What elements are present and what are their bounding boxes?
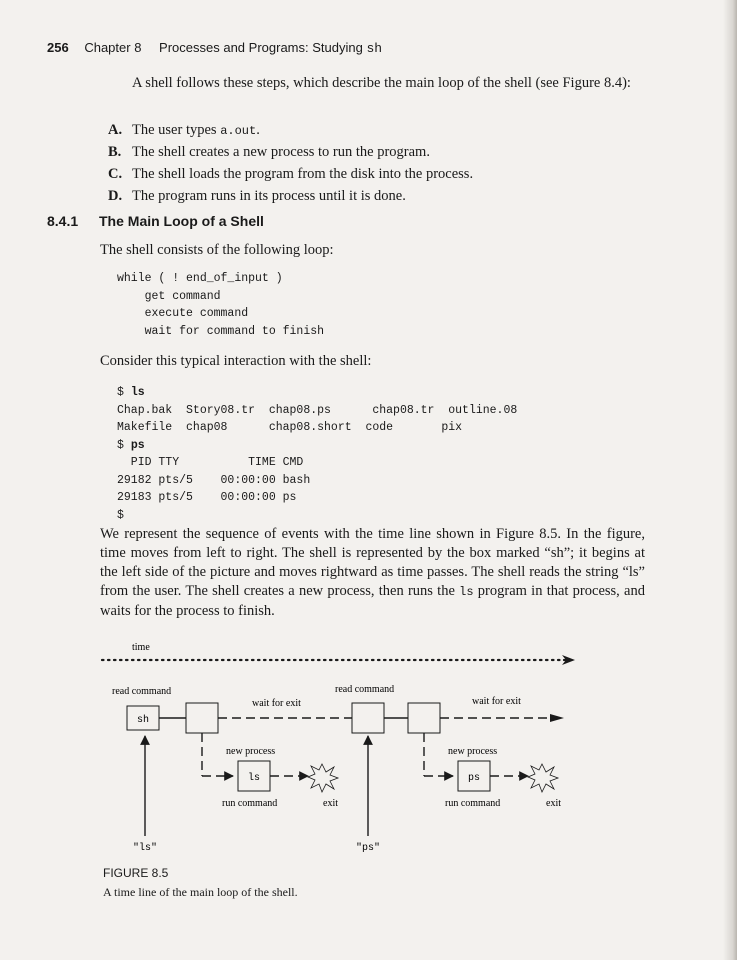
time-label: time [132,642,150,653]
read-command-label-2: read command [335,684,395,695]
chapter-title: Processes and Programs: Studying sh [159,40,383,56]
run-command-label-1: run command [222,798,278,809]
page-edge-shadow [723,0,737,960]
input-ps-label: "ps" [355,843,381,854]
loop-intro-paragraph: The shell consists of the following loop: [100,242,334,258]
step-list [108,120,473,208]
section-heading [47,213,264,229]
ps-box-label: ps [467,773,481,784]
sh-box-label: sh [136,715,150,726]
shell-box-1 [186,703,218,733]
exit-label-1: exit [323,798,338,809]
figure-label: FIGURE 8.5 [103,866,169,880]
step-item: A. The user types a.out. [108,122,260,138]
represent-paragraph: We represent the sequence of events with the time line shown in Figure 8.5. In the figure, time moves from left to right. The shell is represented by the box marked “sh”; it begins at the left side of the picture and moves rightward as time passes. The shell reads the string “ls” from the user. The shell creates a new process, then runs the ls program in that process, and waits for the process to finish. [100,526,645,619]
ls-box-label: ls [247,773,261,784]
wait-line-arrowhead [550,714,564,722]
read-command-label-1: read command [112,686,172,697]
shell-session-block: $ ls Chap.bak Story08.tr chap08.ps chap08.tr outline.08 Makefile chap08 chap08.short code pix $ ps PID TTY TIME CMD 29182 pts/5 00:00:00 bash 29183 pts/5 00:00:00 ps $ [117,386,518,522]
exit-burst-icon [528,764,558,792]
shell-box-3 [408,703,440,733]
chapter-label: Chapter 8 [84,40,142,55]
section-title: The Main Loop of a Shell [99,213,264,229]
loop-code-block: while ( ! end_of_input ) get command execute command wait for command to finish [117,272,325,338]
exit-burst-icon [308,764,338,792]
intro-paragraph: A shell follows these steps, which describe the main loop of the shell (see Figure 8.4): [132,75,631,91]
chapter-title-code: sh [366,41,383,56]
new-process-label-1: new process [226,746,276,757]
step-item: B. The shell creates a new process to run the program. [108,144,430,160]
wait-for-exit-label-1: wait for exit [252,698,301,709]
consider-paragraph: Consider this typical interaction with the shell: [100,353,372,369]
step-item: C. The shell loads the program from the disk into the process. [108,166,474,182]
wait-for-exit-label-2: wait for exit [472,696,521,707]
figure-8-5-diagram [100,636,590,861]
input-ls-label: "ls" [132,843,158,854]
running-header [47,40,382,56]
exit-label-2: exit [546,798,561,809]
inline-code: ls [459,585,474,599]
step-item: D. The program runs in its process until it is done. [108,188,406,204]
shell-box-2 [352,703,384,733]
figure-caption: A time line of the main loop of the shell. [103,885,298,899]
run-command-label-2: run command [445,798,501,809]
new-process-label-2: new process [448,746,498,757]
section-number: 8.4.1 [47,213,79,229]
page-number: 256 [47,40,69,55]
inline-code: a.out [220,124,257,138]
